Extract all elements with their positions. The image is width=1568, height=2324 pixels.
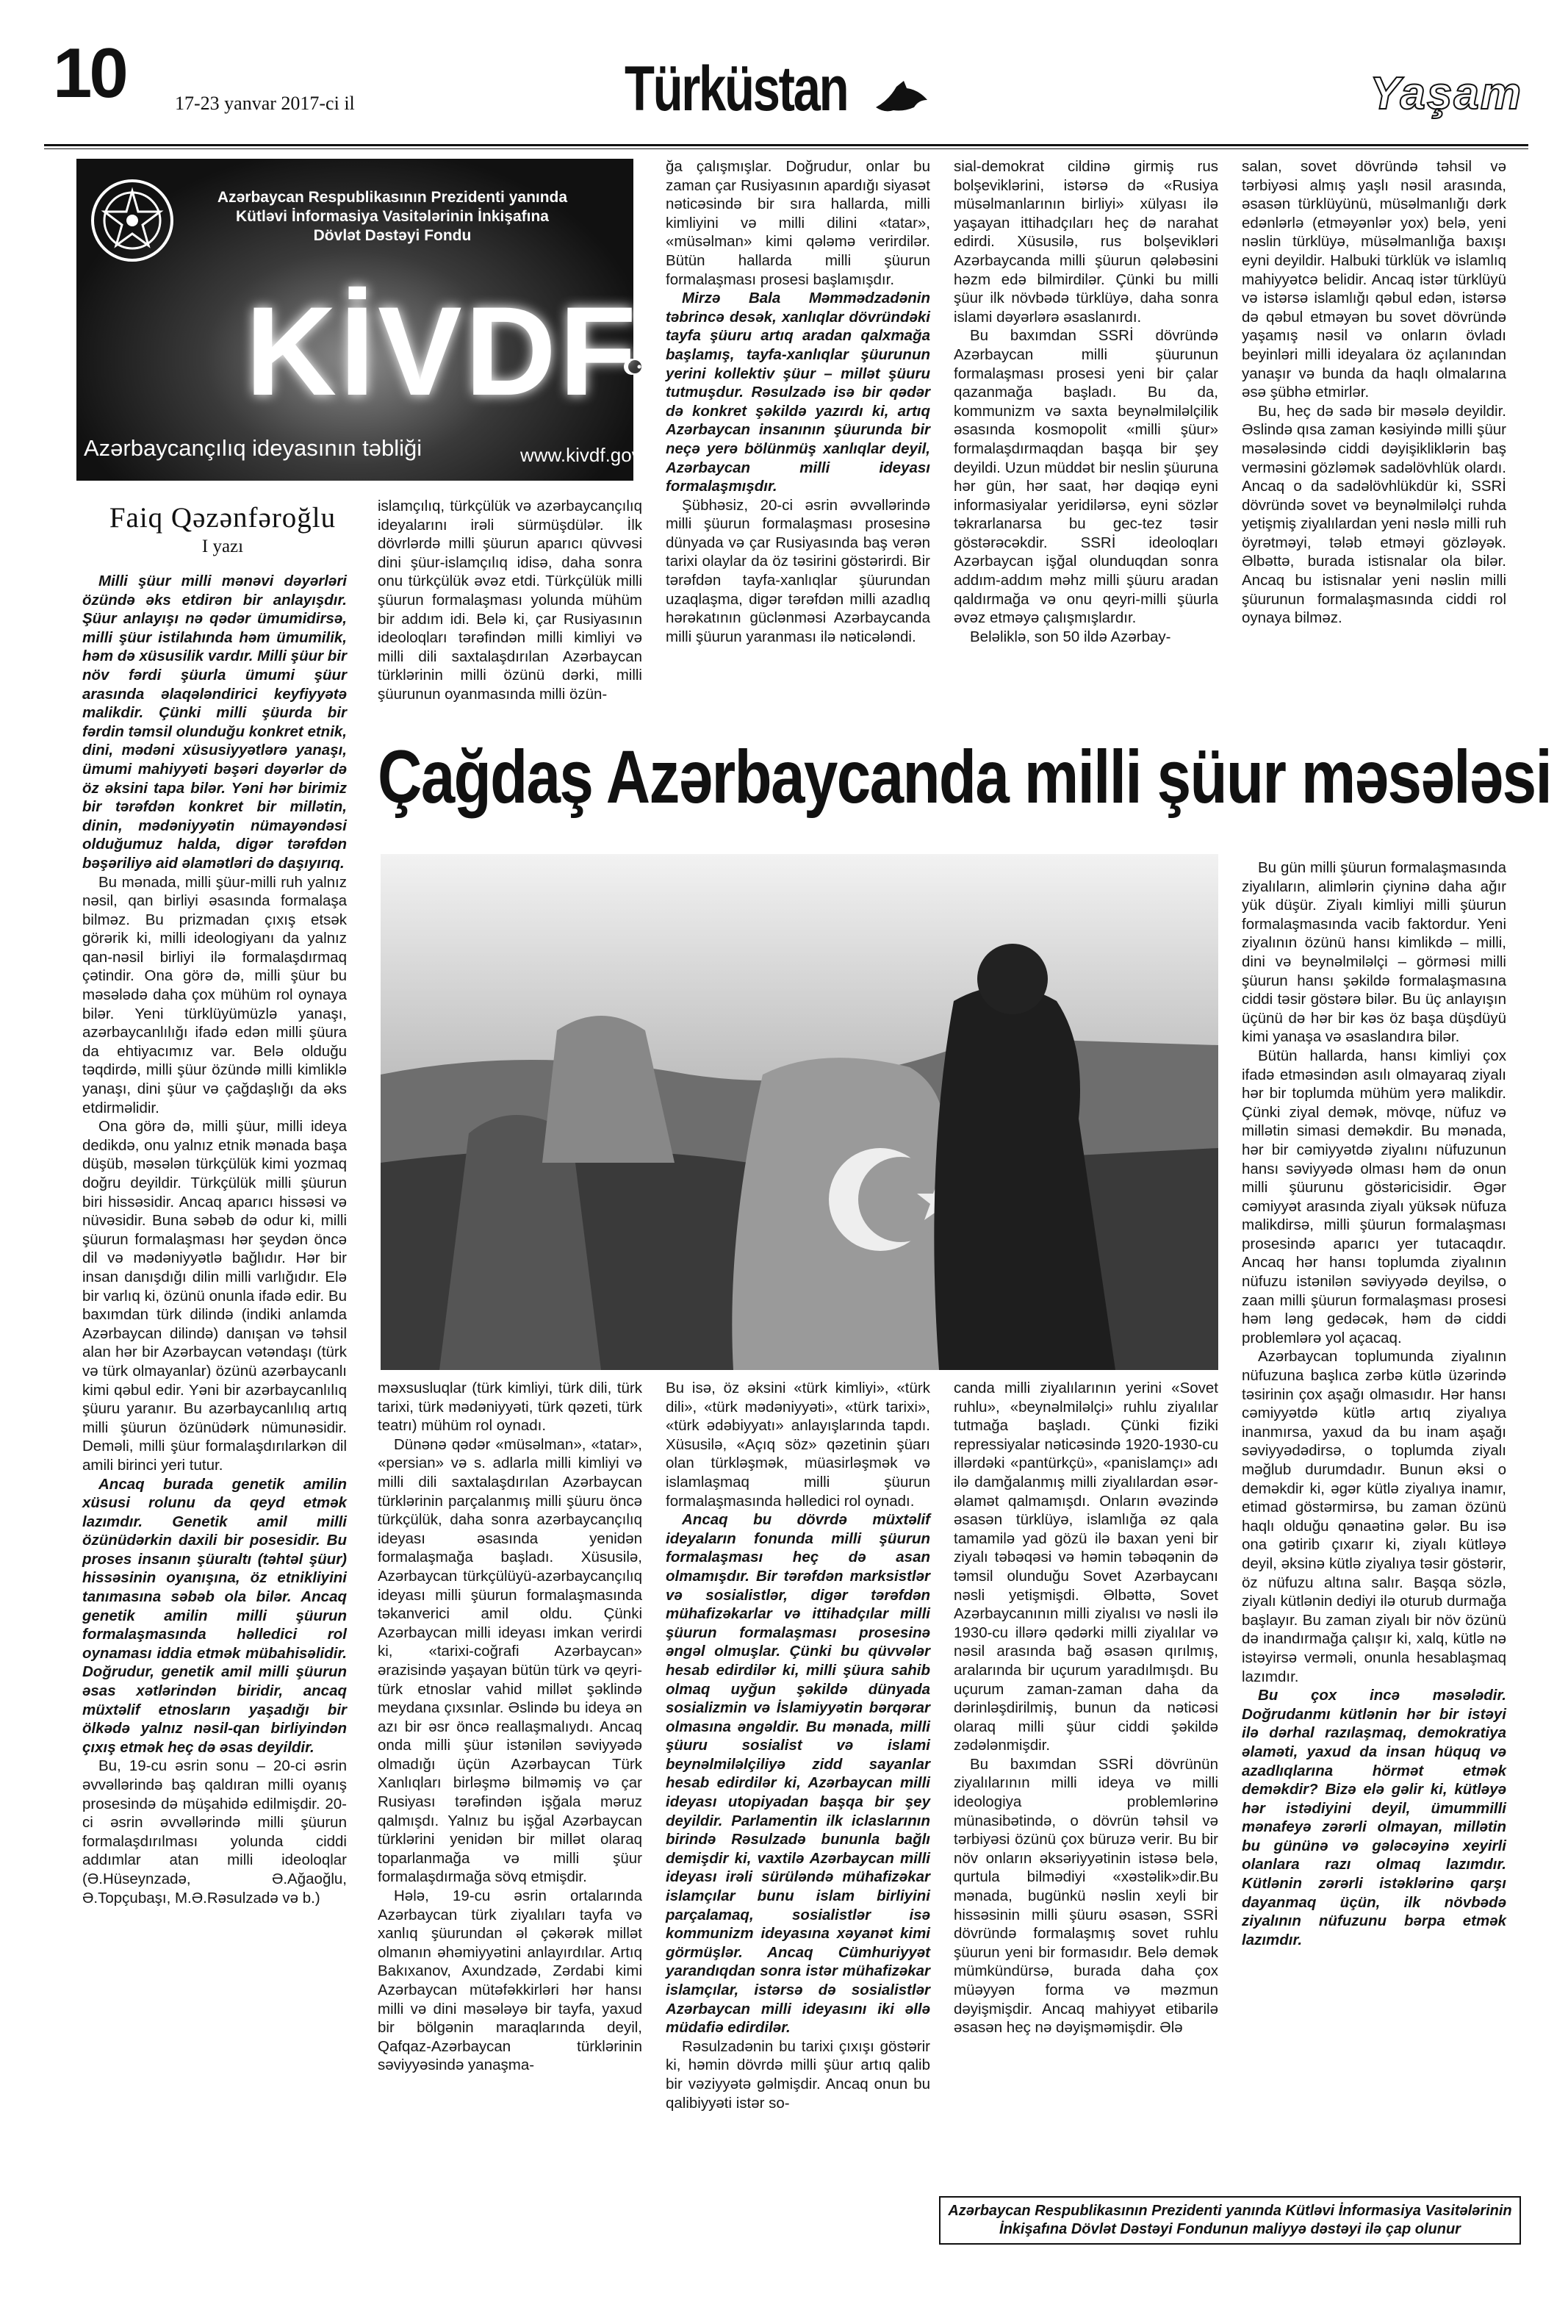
author-name: Faiq Qəzənfəroğlu [109,502,337,534]
paragraph: Beləliklə, son 50 ildə Azərbay- [970,628,1171,645]
org-line-3: Dövlət Dəstəyi Fondu [313,227,472,244]
paragraph: Hələ, 19-cu əsrin ortalarında Azərbaycan türk ziyalıları tayfa və xanlıq şüurundan əl çəkərək millət olmanın əhəmiyyətini anlayırdılar. Artıq Bakıxanov, Axundzadə, Zərdabi kimi Azərbaycan mütəfəkkirləri hər hansı milli və dini məsələyə bir tayfa, yaxud bir bölgənin maraqlarında deyil, Qafqaz-Azərbaycan türklərinin səviyyəsində yanaşma- [378,1887,642,2074]
paragraph: Milli şüur milli mənəvi dəyərləri özündə əks etdirən bir anlayışdır. Şüur anlayışı nə qədər ümumidirsə, milli şüur istilahında həm ümumilik, həm də xüsusilik vardır. Milli şüur bir növ fərdi şüurla ümumi şüur arasında əlaqələndirici keyfiyyətə malikdir. Çünki milli şüurda bir fərdin təmsil olunduğu konkret etnik, dini, mədəni xüsusiyyətlərə yanaşı, ümumi mahiyyəti bəşəri dəyərlər də öz əksini tapa bilər. Yəni hər birimiz bir tərəfdən konkret bir millətin, dinin, mədəniyyətin nümayəndəsi olduğumuz halda, digər tərəfdən bəşəriliyə aid əlamətləri də daşıyırıq. [82,573,348,872]
paragraph: Bu isə, öz əksini «türk kimliyi», «türk dili», «türk mədəniyyəti», «türk tarixi», «türk ədəbiyyatı» anlayışlarında tapdı. Xüsusilə, «Açıq söz» qəzetinin şüarı olan türkləşmək, müasirləşmək və islamlaşmaq milli şüurun formalaşmasında həlledici rol oynadı. [666,1380,930,1510]
paragraph: Mirzə Bala Məmmədzadənin təbrincə desək, xanlıqlar dövründəki tayfa şüuru artıq aradan qalxmağa başlamış, tayfa-xanlıqlar şüurunun yerini kollektiv şüur – millət şüuru tutmuşdur. Rəsulzadə isə bir qədər də konkret şəkildə yazırdı ki, artıq Azərbaycan insanının şüurunda bir neçə yerə bölünmüş xanlıqlar deyil, Azərbaycan milli ideyası formalaşmışdır. [666,290,930,495]
header-rule [44,144,1528,146]
paragraph: Bütün hallarda, hansı kimliyi çox ifadə etməsindən asılı olmayaraq ziyalı hər bir toplumda mühüm yerə malikdir. Çünki ziyal demək, mövqe, nüfuz və millətin simasi deməkdir. Bu mənada, hər bir cəmiyyətdə ziyalını nüfuzunun hansı səviyyədə olması həm də onun milli şüurunu göstəricisidir. Əgər cəmiyyət arasında ziyalı yüksək nüfuza malikdirsə, milli şüurun formalaşması prosesində aparıcı yer tutacaqdır. Ancaq hər hansı toplumda ziyalının nüfuzu istənilən səviyyədə deyilsə, o zaan milli şüurun formalaşması prosesi həm ləng gedəcək, həm də ciddi problemlərə yol açacaq. [1242,1047,1506,1346]
wolf-logo-icon [874,78,930,119]
kivdf-banner [76,159,666,481]
paragraph: Bu, heç də sadə bir məsələ deyildir. Əslində qısa zaman kəsiyində milli şüur məsələsində ciddi dəyişikliklərin baş verməsini gözləmək sadəlövhlük olardı. Ancaq o da sadəlövhlükdür ki, SSRİ dövründə sovet və beynəlmiləlçi ruhda yetişmiş ziyalılardan yeni nəslə milli ruh öyrətməyi, tələb etməyi gözləyək. Əlbəttə, burada istisnalar ola bilər. Ancaq bu istisnalar yeni nəslin milli şüurunun formalaşmasında ciddi rol oynaya bilməz. [1242,402,1506,627]
paragraph: məxsusluqlar (türk kimliyi, türk dili, türk tarixi, türk mədəniyyəti, türk qəzeti, türk teatrı) mühüm rol oynadı. [378,1380,642,1435]
issue-date: 17-23 yanvar 2017-ci il [175,93,355,114]
paragraph: canda milli ziyalılarının yerini «Sovet ruhlu», «beynəlmiləlçi» ruhlu ziyalılar tutmağa başladı. Çünki fiziki repressiyalar nəticəsində 1920-1930-cu illərdəki «pantürkçü», «panislamçı» adı ilə damğalanmış milli ziyalılardan əsər-əlamət qalmamışdı. Onların əvəzində əsasən türklüyə, islamlığa əz qala tamamilə yad gözü ilə baxan yeni bir ziyalı təbəqəsi və həmin təbəqənin də təmsil olunduğu Sovet Azərbaycanı nəsli yetişmişdi. Əlbəttə, Sovet Azərbaycanının milli ziyalısı və nəsli ilə 1930-cu illərə qədərki milli ziyalılar və nəsil arasında bağ əsasən qırılmış, aralarında bir uçurum yaradılmışdı. Bu uçurum zaman-zaman daha da dərinləşdirilmiş, bunun da nəticəsi olaraq milli şüur ciddi şəkildə zədələnmişdir. [954,1380,1218,1754]
article-part: I yazı [201,537,244,556]
org-line-2: Kütləvi İnformasiya Vasitələrinin İnkişafına [236,208,549,225]
section-title: Yaşam [1370,68,1522,119]
paragraph: Şübhəsiz, 20-ci əsrin əvvəllərində milli şüurun formalaşması prosesinə dünyada və çar Rusiyasında baş verən tarixi olaylar da öz təsirini göstərirdi. Bir tərəfdən tayfa-xanlıqlar şüurundan uzaqlaşma, digər tərəfdən milli azadlıq hərəkatının güclənməsi Azərbaycanda milli şüurun yaranması ilə nəticələndi. [666,496,930,645]
masthead: Türküstan [625,54,848,124]
column-2-bottom [378,1379,642,2253]
kivdf-title: KİVDF [245,281,639,422]
kivdf-slogan: Azərbaycançılıq ideyasının təbliği [84,435,422,461]
crowd-flags-photo [381,854,1218,1370]
column-1 [82,572,347,2253]
paragraph: islamçılıq, türkçülük və azərbaycançılıq ideyalarını irəli sürmüşdülər. İlk dövrlərdə milli şüurun aparıcı qüvvəsi dini şüur-islamçılıq idisə, daha sonra onu türkçülük əvəz etdi. Türkçülük milli şüurun formalaşması yolunda mühüm bir addım idi. Belə ki, çar Rusiyasının ideoloqları tərəfindən milli kimliyi və milli dili saxtalaşdırılan Azərbaycan türklərinin milli özünü dərki, milli şüurunun oyanmasında milli özün- [378,498,642,703]
paragraph: Bu gün milli şüurun formalaşmasında ziyalıların, alimlərin çiyninə daha ağır yük düşür. Ziyalı kimliyi milli şüurun formalaşmasında vacib faktordur. Yeni ziyalının özünü hansı kimlikdə – milli, dini və beynəlmiləlçi – görməsi milli şüurun hansı şəkildə formalaşmasına ciddi təsir göstərə bilər. Bu üç anlayışın üçünü də hər bir kəs öz başa düşdüyü kimi yanaşa və əsaslandıra bilər. [1242,859,1506,1046]
column-5-bottom [1242,858,1506,2187]
kivdf-url: www.kivdf.gov.az [520,444,666,466]
funding-note: Azərbaycan Respublikasının Prezidenti yanında Kütləvi İnformasiya Vasitələrinin İnkişafına Dövlət Dəstəyi Fondunun maliyyə dəstəyi ilə çap olunur [939,2196,1521,2245]
column-3-top [666,157,930,726]
column-5-top [1242,157,1506,726]
paragraph: Rəsulzadənin bu tarixi çıxışı göstərir ki, həmin dövrdə milli şüur artıq qalib bir vəziyyətə gəlmişdir. Ancaq onun bu qalibiyyəti istər so- [666,2037,930,2112]
photo-illustration [381,854,1218,1370]
paragraph: Bu, 19-cu əsrin sonu – 20-ci əsrin əvvəllərində baş qaldıran milli oyanış prosesində də müşahidə edilmişdir. 20-ci əsrin əvvəllərində milli şüurun formalaşdırılması yolunda ciddi addımlar atan milli ideoloqlar (Ə.Hüseynzadə, Ə.Ağaoğlu, Ə.Topçubaşı, M.Ə.Rəsulzadə və b.) [82,1757,347,1907]
paragraph: ğa çalışmışlar. Doğrudur, onlar bu zaman çar Rusiyasının apardığı siyasət nəticəsində bir sıra hallarda, milli kimliyini və milli dilini «tatar», «müsəlman» kimi qələmə verirdilər. Bütün hallarda milli şüurun formalaşması prosesi başlamışdır. [666,158,930,288]
paragraph: Dünənə qədər «müsəlman», «tatar», «persian» və s. adlarla milli kimliyi və milli dili saxtalaşdırılan Azərbaycan türklərinin parçalanmış milli şüuru öncə türkçülük, daha sonra azərbaycançılıq ideyası əsasında yenidən formalaşmağa başladı. Xüsusilə, Azərbaycan türkçülüyü-azərbaycançılıq ideyası milli şüurun formalaşmasında təkanverici amil oldu. Çünki Azərbaycan milli ideyası imkan verirdi ki, «tarixi-coğrafi Azərbaycan» ərazisində yaşayan bütün türk və qeyri-türk etnoslar vahid millət şəklində meydana çıxsınlar. Əslində bu ideya ən azı bir əsr öncə reallaşmalıydı. Ancaq onda milli şüur istənilən səviyyədə olmadığı üçün Azərbaycan Türk Xanlıqları birləşmə bilməmiş və çar Rusiyası tərəfindən işğala məruz qalmışdı. Yalnız bu işğal Azərbaycan türklərini yenidən bir millət olaraq toparlanmağa və milli şüur formalaşdırmağa sövq etmişdir. [378,1435,642,1886]
paragraph: Bu baxımdan SSRİ dövrünün ziyalılarının milli ideya və milli ideologiya problemlərinə münasibətində, o dövrün təhsil və tərbiyəsi özünü çox büruzə verir. Bu bir növ onların əksəriyyətinin istəsə belə, qurtula bilmədiyi «xəstəlik»dir.Bu mənada, bugünkü nəslin xeyli bir hissəsinin milli şüuru əsasən, SSRİ dövründə formalaşmış sovet ruhlu şüurun yeni bir formasıdır. Belə demək mümkündürsə, burada daha çox müəyyən forma və məzmun dəyişmişdir. Ancaq mahiyyət etibarilə əsasən heç nə dəyişməmişdir. Ələ [954,1755,1218,2037]
paragraph: salan, sovet dövründə təhsil və tərbiyəsi almış yaşlı nəsil arasında, əsasən türklüyünü, müsəlmanlığı dərk edənlərlə (etməyənlər yox) belə, yeni nəslin türklüyə, müsəlmanlığa baxışı eyni deyildir. Halbuki türklük və islamlıq mahiyyətcə belidir. Ancaq istər türklüyü və istərsə islamlığı qəbul edən, istərsə də qəbul etməyən bu sovet dövründə yaşamış nəsil və onların övladı beyinləri milli ideyalara öz açılanından yanaşır və bunda da haqlı olmalarına əsə şübhə etmirlər. [1242,158,1506,401]
paragraph: Azərbaycan toplumunda ziyalının nüfuzuna başlıca zərbə kütlə üzərində təsirinin çox aşağı olmasıdır. Hər hansı cəmiyyətdə kütlə artıq ziyalıya inanmırsa, yaxud da bu inam aşağı səviyyədədirsə, o toplumda ziyalı məğlub durumdadır. Bunun əksi o deməkdir ki, əgər kütlə ziyalıya inamır, etimad göstərmirsə, bu zaman özünü haqlı olduğu qənaətinə gələr. Bu isə ona gətirib çıxarır ki, ziyalı kütləyə deyil, əksinə kütlə ziyalıya təsir göstərir, öz nüfuzu altına salır. Başqa sözlə, ziyalı kütlənin dediyi ilə oturub durmağa başlayır. Bu zaman ziyalı bir növ özünü də inandırmağa çalışır ki, xalq, kütlə nə istəyirsə verməli, onunla hesablaşmaq lazımdır. [1242,1348,1506,1685]
page-number: 10 [53,34,126,112]
paragraph: Ancaq burada genetik amilin xüsusi rolunu da qeyd etmək lazımdır. Genetik amil milli özünüdərkin daxili bir posesidir. Bu proses insanın şüuraltı (təhtəl şüur) hissəsinin oyanışına, öz etnikliyini tanımasına səbəb ola bilər. Ancaq genetik amilin milli şüurun formalaşmasında həlledici rol oynaması iddia etmək mübahisəlidir. Doğrudur, genetik amil milli şüurun əsas xətlərindən biridir, ancaq müxtəlif etnosların yaşadığı bir ölkədə yalnız nəsil-qan birliyindən çıxış etmək heç də əsas deyildir. [82,1475,347,1756]
column-3-bottom [666,1379,930,2253]
state-emblem-icon [88,176,176,265]
paragraph: Ona görə də, milli şüur, milli ideya dedikdə, onu yalnız etnik mənada başa düşüb, məsələn türkçülük kimi yozmaq doğru deyildir. Türkçülük milli şüurun biri hissəsidir. Ancaq aparıcı hissəsi və nüvəsidir. Buna səbəb də odur ki, milli şüurun formalaşması hər şeydən öncə dil və mədəniyyətlə bağlıdır. Hər bir insan danışdığı dilin milli varlığıdır. Elə bir varlıq ki, özünü onunla ifadə edir. Bu baxımdan türk dilində (indiki anlamda Azərbaycan dilində) danışan və təhsil alan hər bir Azərbaycan vətəndaşı (türk və türk olmayanlar) özünü azərbaycanlı kimi qəbul edir. Yəni bir azərbaycanlılıq şüuru yaranır. Bu azərbaycanlılıq artıq milli şüurun özünüdərk nümunəsidir. Deməli, milli şüur formalaşdırılarkən dil amili birinci yeri tutur. [82,1118,347,1474]
paragraph: Bu mənada, milli şüur-milli ruh yalnız nəsil, qan birliyi əsasında formalaşa bilməz. Bu prizmadan çıxış etsək görərik ki, milli ideologiyanı da yalnız qan-nəsil birliyi ilə formalaşdırmaq çətindir. Ona görə də, milli şüur bu məsələdə daha çox mühüm rol oynaya bilər. Yeni türklüyümüzlə yanaşı, azərbaycanlılığı ifadə edən milli şüura da ehtiyacımız var. Belə olduğu təqdirdə, milli şüur özündə milli kimliklə yanaşı, dini şüur və çağdaşlığı da əks etdirməlidir. [82,873,347,1116]
paragraph: sial-demokrat cildinə girmiş rus bolşeviklərini, istərsə də «Rusiya müsəlmanlarının birliyi» xülyası ilə yaşayan ittihadçıları heç də narahat edirdi. Xüsusilə, rus bolşevikləri Azərbaycanda milli şüurun qələbəsini həzm edə bilmirdilər. Çünki bu milli şüur ilk növbədə türklüyə, daha sonra islami dəyərlərə əsaslanırdı. [954,158,1218,326]
paragraph: Bu çox incə məsələdir. Doğrudanmı kütlənin hər bir istəyi ilə dərhal razılaşmaq, demokratiya əlaməti, yaxud da insan hüquq və azadlıqlarına hörmət etmək deməkdir? Bizə elə gəlir ki, kütləyə hər istədiyini deyil, ümummilli mənafeyə zərərli olmayan, millətin bu gününə və gələcəyinə xeyirli olanlara razı olmaq lazımdır. Kütlənin zərərli istəklərinə qarşı dayanmaq üçün, ilk növbədə ziyalının nüfuzunu bərpa etmək lazımdır. [1242,1687,1506,1948]
org-line-1: Azərbaycan Respublikasının Prezidenti yanında [217,189,568,206]
paragraph: Bu baxımdan SSRİ dövründə Azərbaycan milli şüurunun formalaşması prosesi yeni bir çalar qazanmağa başladı. Bu da, kommunizm və saxta beynəlmiləlçilik əsasında kosmopolit «milli şüur» formalaşdırmaqdan başqa bir şey deyildi. Uzun müddət bir neslin şüuruna hər gün, hər saat, hər dəqiqə eyni informasiyalar yeridilərsə, eyni sözlər təkrarlanarsa bu gec-tez təsir göstərəcəkdir. SSRİ ideoloqları Azərbaycan işğal olunduqdan sonra addım-addım məhz milli şüuru aradan qaldırmağa və onu qeyri-milli şüurla əvəz etməyə çalışmışlardır. [954,327,1218,627]
column-4-top [954,157,1218,726]
column-4-bottom [954,1379,1218,2187]
column-2-top [378,497,642,726]
header-rule-thin [44,148,1528,149]
kivdf-org-name [187,188,598,245]
paragraph: Ancaq bu dövrdə müxtəlif ideyaların fonunda milli şüurun formalaşması heç də asan olmamışdır. Bir tərəfdən marksistlər və sosialistlər, digər tərəfdən mühafizəkarlar və ittihadçılar milli şüurun formalaşması prosesinə əngəl olmuşlar. Çünki bu qüvvələr hesab edirdilər ki, milli şüura sahib olmaq uyğun şəkildə dünyada sosializmin və İslamiyyətin bərqərar olmasına əngəldir. Bu mənada, milli şüuru sosialist və islami beynəlmiləlçiliyə zidd sayanlar hesab edirdilər ki, Azərbaycan milli ideyası utopiyadan başqa bir şey deyildir. Parlamentin ilk iclaslarının birində Rəsulzadə bununla bağlı demişdir ki, vaxtilə Azərbaycan milli ideyası irəli sürüləndə mühafizəkar islamçılar bunu islam birliyini parçalamaq, sosialistlər isə kommunizm ideyasına xəyanət kimi görmüşlər. Ancaq Cümhuriyyət yarandıqdan sonra istər mühafizəkar islamçılar, istərsə də sosialistlər Azərbaycan milli ideyasını iki əllə müdafiə edirdilər. [666,1511,930,2037]
headline: Çağdaş Azərbaycanda milli şüur məsələsi [378,735,1552,819]
